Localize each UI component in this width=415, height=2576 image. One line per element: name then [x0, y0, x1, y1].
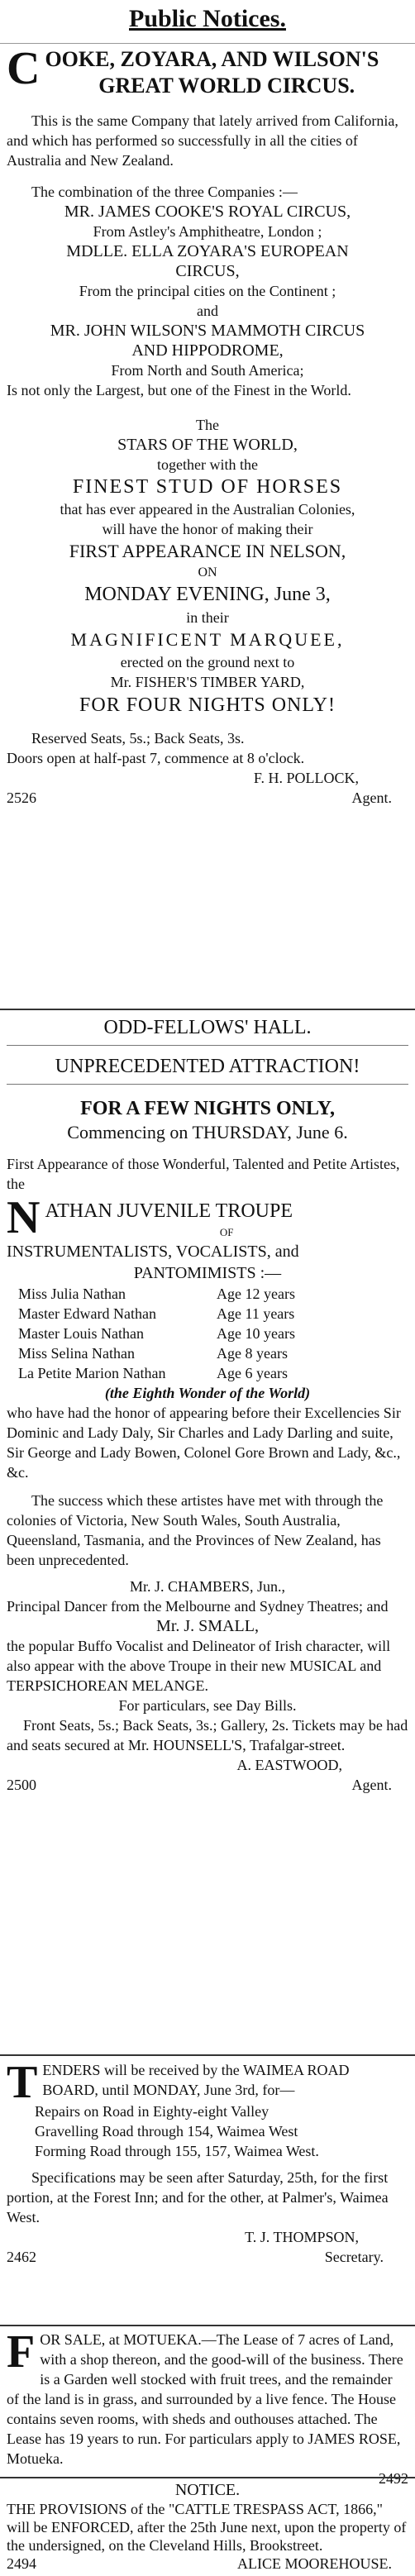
- circus-title-line1: OOKE, ZOYARA, AND WILSON'S: [45, 47, 379, 71]
- company-wilson-cont: AND HIPPODROME,: [131, 341, 284, 360]
- door-times: Doors open at half-past 7, commence at 8 o'clock.: [7, 750, 305, 766]
- eastwood: A. EASTWOOD,: [236, 1757, 342, 1773]
- marquee: MAGNIFICENT MARQUEE,: [70, 629, 345, 650]
- performer-age: Age 12 years: [217, 1286, 295, 1302]
- small-name: Mr. J. SMALL,: [156, 1617, 259, 1635]
- drop-cap-c: C: [7, 43, 41, 94]
- performer-row: [18, 1304, 408, 1324]
- sale-advert: [0, 2326, 415, 2488]
- day-bills: For particulars, see Day Bills.: [118, 1697, 297, 1714]
- performer-list: [7, 1284, 408, 1383]
- ad-number: 2500: [7, 1777, 36, 1793]
- erected-text: erected on the ground next to: [120, 654, 295, 670]
- ad-number: 2462: [7, 2249, 36, 2265]
- company-wilson: MR. JOHN WILSON'S MAMMOTH CIRCUS: [50, 322, 365, 340]
- agent-name: F. H. POLLOCK,: [253, 770, 359, 786]
- attraction: UNPRECEDENTED ATTRACTION!: [55, 1056, 360, 1077]
- signatory: ALICE MOOREHOUSE.: [237, 2555, 392, 2572]
- company-zoyara-cont: CIRCUS,: [175, 262, 240, 280]
- attraction-rule: [7, 1084, 408, 1085]
- tenders-footer: [7, 2247, 408, 2267]
- first-appearance: FIRST APPEARANCE IN NELSON,: [69, 541, 346, 561]
- tenders-intro: ENDERS will be received by the WAIMEA ROAD BOARD, until MONDAY, June 3rd, for—: [42, 2062, 350, 2098]
- stars-text: STARS OF THE WORLD,: [117, 436, 298, 454]
- divider: [0, 2325, 415, 2326]
- success-text: The success which these artistes have met with through the colonies of Victoria, New South Wales, South Australia, Queensland, Tasmania, and the Provinces of New Zealand, has been unprecedented.: [7, 1492, 384, 1568]
- performer-age: Age 6 years: [217, 1365, 288, 1381]
- pantomimists: PANTOMIMISTS :—: [133, 1264, 282, 1282]
- ad-number: 2494: [7, 2555, 36, 2572]
- drop-cap-f: F: [7, 2326, 36, 2378]
- oddfellows-footer: [7, 1775, 408, 1795]
- first-appearance-text: First Appearance of those Wonderful, Talented and Petite Artistes, the: [7, 1156, 400, 1192]
- horses-text: FINEST STUD OF HORSES: [72, 476, 343, 498]
- company-cooke-origin: From Astley's Amphitheatre, London ;: [93, 223, 322, 240]
- horses-sub2: will have the honor of making their: [102, 521, 313, 537]
- four-nights: FOR FOUR NIGHTS ONLY!: [79, 694, 336, 716]
- timber-yard: Mr. FISHER'S TIMBER YARD,: [110, 674, 305, 690]
- drop-cap-t: T: [7, 2057, 38, 2108]
- troupe-name: ATHAN JUVENILE TROUPE: [45, 1200, 293, 1222]
- notice-title: NOTICE.: [174, 2481, 241, 2499]
- performer-name: Master Louis Nathan: [18, 1325, 144, 1342]
- performer-name: La Petite Marion Nathan: [18, 1365, 166, 1381]
- circus-combination: The combination of the three Companies :—: [31, 184, 298, 200]
- repairs-item: Repairs on Road in Eighty-eight Valley: [35, 2103, 270, 2120]
- performer-name: Miss Julia Nathan: [18, 1286, 126, 1302]
- secretary-label: Secretary.: [324, 2249, 384, 2265]
- gravelling-item: Gravelling Road through 154, Waimea West: [35, 2123, 298, 2140]
- performer-row: [18, 1363, 408, 1383]
- company-zoyara-origin: From the principal cities on the Continent ;: [79, 283, 336, 299]
- on-text: ON: [198, 565, 217, 580]
- sale-text: OR SALE, at MOTUEKA.—The Lease of 7 acres of Land, with a shop thereon, and the good-will of the business. There is a Garden well stocked with fruit trees, and the remainder of the land is in grass, and surrounded by a live fence. The House contains seven rooms, with sheds and outhouses attached. The Lease has 19 years to run. For particulars apply to JAMES ROSE, Motueka.: [7, 2331, 403, 2467]
- performer-row: [18, 1324, 408, 1343]
- instrumentalists: INSTRUMENTALISTS, VOCALISTS, and: [7, 1243, 299, 1261]
- notice-advert: [0, 2480, 415, 2573]
- divider: [0, 2477, 415, 2478]
- performer-age: Age 11 years: [217, 1305, 295, 1322]
- ad-number: 2492: [379, 2470, 408, 2487]
- front-seats: Front Seats, 5s.; Back Seats, 3s.; Gallery, 2s. Tickets may be had and seats secured at Mr. HOUNSELL'S, Trafalgar-street.: [7, 1717, 408, 1753]
- notice-text: THE PROVISIONS of the "CATTLE TRESPASS ACT, 1866," will be ENFORCED, after the 25th June next, upon the property of the undersigned, on the Cleveland Hills, Brookstreet.: [7, 2501, 407, 2554]
- performer-row: [18, 1284, 408, 1304]
- notice-footer: [7, 2555, 408, 2573]
- tenders-advert: [0, 2057, 415, 2267]
- buffo-text: the popular Buffo Vocalist and Delineator of Irish character, will also appear with the above Troupe in their new MUSICAL and TERPSICHOREAN MELANGE.: [7, 1638, 391, 1694]
- seat-prices: Reserved Seats, 5s.; Back Seats, 3s.: [31, 730, 245, 747]
- circus-intro: This is the same Company that lately arrived from California, and which has performed so successfully in all the cities of Australia and New Zealand.: [7, 112, 398, 169]
- together-text: together with the: [157, 456, 258, 473]
- company-wilson-origin: From North and South America;: [111, 362, 304, 379]
- performer-age: Age 8 years: [217, 1345, 288, 1362]
- monday-evening: MONDAY EVENING, June 3,: [84, 584, 331, 605]
- circus-advert: [0, 43, 415, 808]
- eighth-wonder: (the Eighth Wonder of the World): [104, 1385, 311, 1401]
- of-text: OF: [219, 1226, 234, 1238]
- horses-sub1: that has ever appeared in the Australian Colonies,: [60, 501, 355, 518]
- chambers: Mr. J. CHAMBERS, Jun.,: [129, 1578, 286, 1595]
- and-text: and: [197, 303, 218, 319]
- circus-title-line2: GREAT WORLD CIRCUS.: [98, 74, 355, 98]
- performer-name: Master Edward Nathan: [18, 1305, 156, 1322]
- few-nights: FOR A FEW NIGHTS ONLY,: [80, 1098, 335, 1119]
- circus-claim: Is not only the Largest, but one of the Finest in the World.: [7, 382, 351, 398]
- drop-cap-n: N: [7, 1192, 41, 1243]
- commencing: Commencing on THURSDAY, June 6.: [67, 1122, 348, 1143]
- the-text: The: [196, 417, 219, 433]
- oddfellows-advert: [0, 1015, 415, 1795]
- circus-footer: [7, 788, 408, 808]
- secretary-name: T. J. THOMPSON,: [245, 2229, 359, 2245]
- title-rule: [7, 1045, 408, 1046]
- company-cooke: MR. JAMES COOKE'S ROYAL CIRCUS,: [64, 203, 351, 221]
- in-their: in their: [186, 609, 229, 626]
- agent-label: Agent.: [351, 789, 392, 806]
- performer-age: Age 10 years: [217, 1325, 295, 1342]
- forming-item: Forming Road through 155, 157, Waimea West.: [35, 2143, 319, 2159]
- performer-name: Miss Selina Nathan: [18, 1345, 135, 1362]
- divider: [0, 2054, 415, 2056]
- ad-number: 2526: [7, 789, 36, 806]
- specifications: Specifications may be seen after Saturday, 25th, for the first portion, at the Forest Inn; and for the other, at Palmer's, Waimea West.: [7, 2169, 389, 2225]
- divider: [0, 1009, 415, 1010]
- principal-dancer: Principal Dancer from the Melbourne and Sydney Theatres; and: [7, 1598, 389, 1615]
- section-header: Public Notices.: [0, 0, 415, 44]
- appeared-text: who have had the honor of appearing before their Excellencies Sir Dominic and Lady Daly, Sir Charles and Lady Darling and suite, Sir George and Lady Bowen, Colonel Gore Brown and Lady, &c., &c.: [7, 1405, 401, 1481]
- agent-label: Agent.: [351, 1777, 392, 1793]
- performer-row: [18, 1343, 408, 1363]
- hall-title: ODD-FELLOWS' HALL.: [103, 1017, 312, 1038]
- company-zoyara: MDLLE. ELLA ZOYARA'S EUROPEAN: [66, 242, 349, 260]
